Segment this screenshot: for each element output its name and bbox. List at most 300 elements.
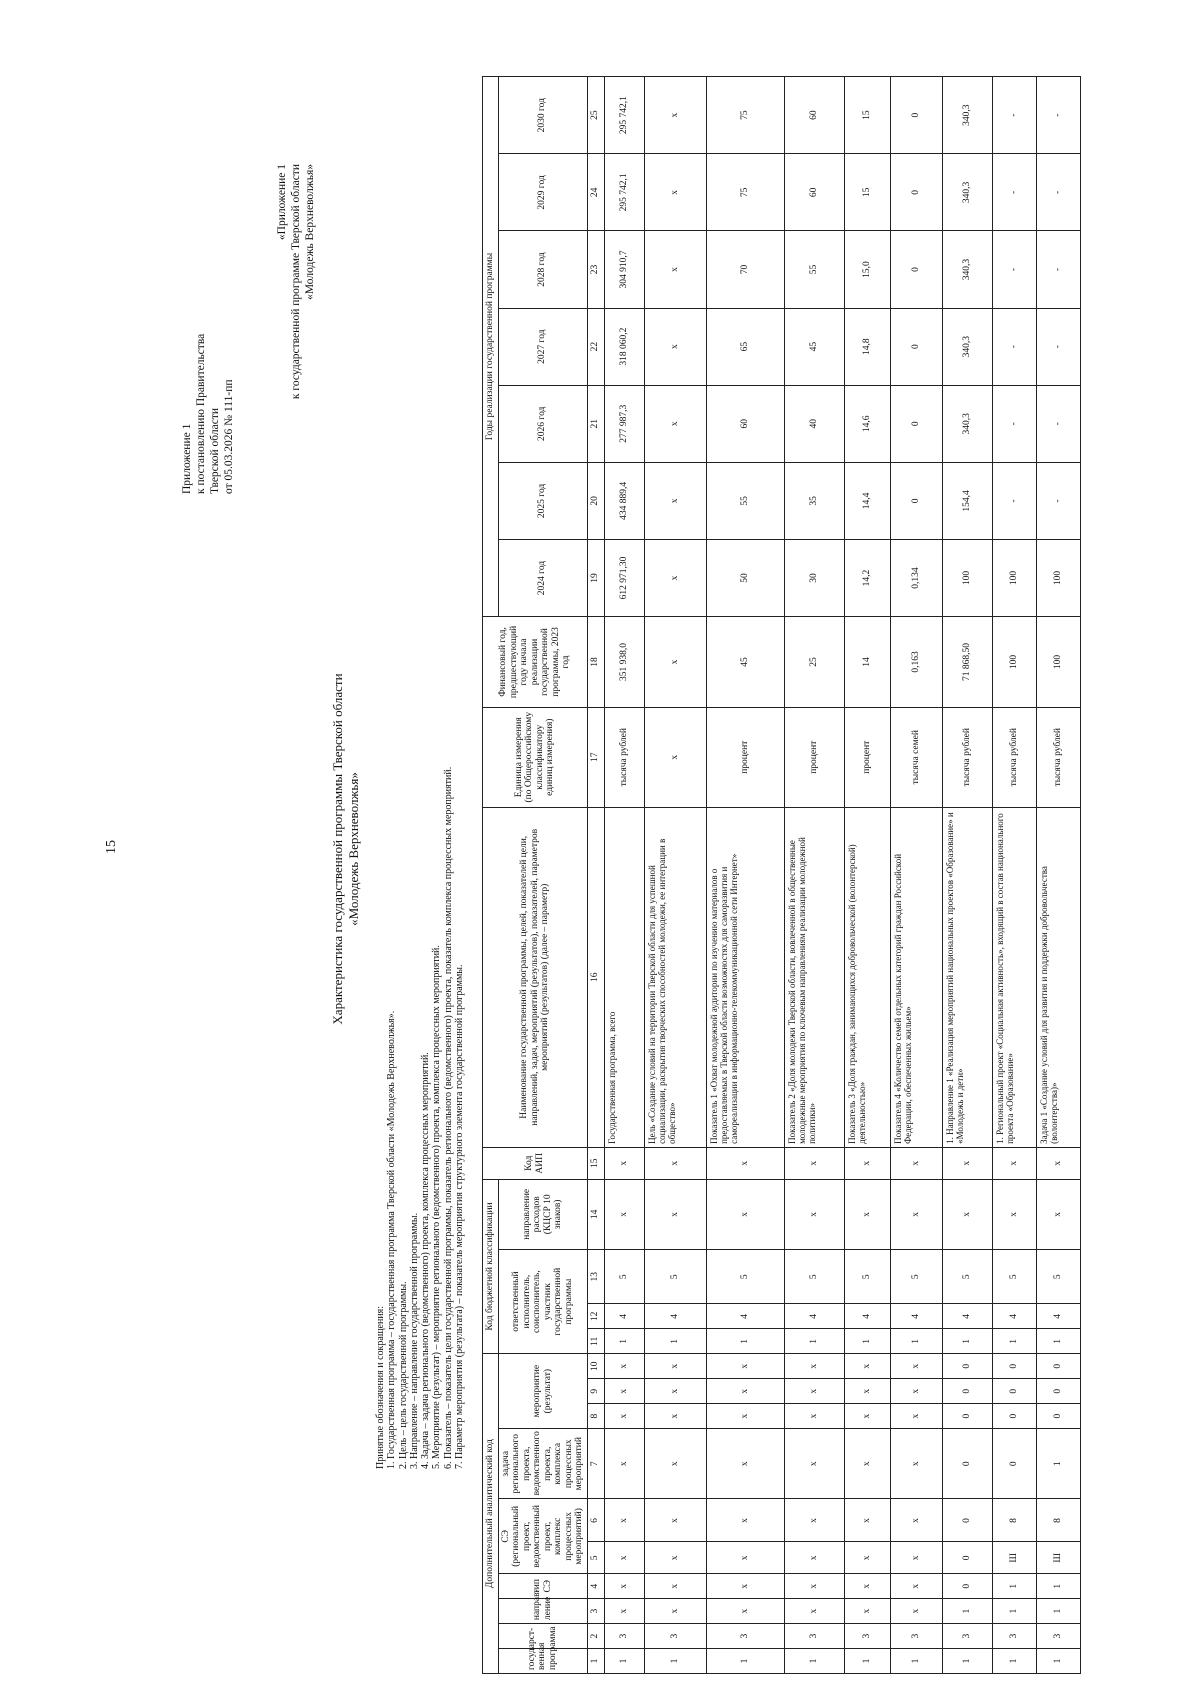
code-cell: 0 (1036, 1379, 1080, 1404)
column-number-cell: 14 (587, 1179, 604, 1249)
code-cell: х (890, 1542, 942, 1574)
code-cell: 0 (1036, 1404, 1080, 1429)
code-cell: 0 (992, 1379, 1036, 1404)
subheader-task: задача регионального проекта, ведомственного проекта, комплекса процессных мероприятий (498, 1429, 587, 1499)
year-value-cell: х (644, 77, 706, 154)
code-cell: 4 (942, 1304, 992, 1329)
column-number-cell: 6 (587, 1499, 604, 1542)
code-cell: х (890, 1429, 942, 1499)
code-cell: х (604, 1404, 644, 1429)
column-number-cell: 17 (587, 707, 604, 807)
year-value-cell: - (992, 385, 1036, 462)
code-cell: 1 (784, 1649, 844, 1674)
subheader-measure: мероприятие (результат) (498, 1354, 587, 1429)
column-number-cell: 23 (587, 231, 604, 308)
column-number-cell: 8 (587, 1404, 604, 1429)
subheader-executor: ответственный исполнитель, соисполнитель, участник государственной программы (498, 1249, 587, 1353)
column-number-row (587, 77, 604, 1674)
code-cell: х (644, 1542, 706, 1574)
code-cell: х (706, 1379, 784, 1404)
year-value-cell: 340,3 (942, 231, 992, 308)
year-value-cell: 340,3 (942, 308, 992, 385)
column-number-cell: 7 (587, 1429, 604, 1499)
subheader-se: СЭ (региональный проект, ведомственный проект, комплекс процессных мероприятий) (498, 1499, 587, 1574)
code-cell: х (706, 1404, 784, 1429)
table-row (644, 77, 706, 1674)
code-cell: х (706, 1354, 784, 1379)
code-cell: х (784, 1599, 844, 1624)
column-number-cell: 22 (587, 308, 604, 385)
appendix-header-program (275, 164, 317, 464)
year-value-cell: 50 (706, 539, 784, 616)
row-name-cell: Государственная программа, всего (604, 807, 644, 1147)
code-cell: 4 (644, 1304, 706, 1329)
table-row (604, 77, 644, 1674)
code-cell: 1 (1036, 1599, 1080, 1624)
table-header-row (483, 77, 499, 1674)
title-line: «Молодежь Верхневолжья» (346, 772, 361, 926)
code-cell: х (604, 1179, 644, 1249)
header-budget-code: Код бюджетной классификации (483, 1179, 499, 1354)
table-row (706, 77, 784, 1674)
legend-item: 6. Показатель – показатель цели государственной программы, показатель регионального (ведомственного) проекта, показатель комплекса процессных мероприятий. (442, 766, 454, 1469)
year-header: 2029 год (498, 154, 587, 231)
code-cell: х (604, 1574, 644, 1599)
year-value-cell: 154,4 (942, 462, 992, 539)
code-cell: 0 (942, 1429, 992, 1499)
code-cell: х (706, 1147, 784, 1179)
year-value-cell: - (992, 462, 1036, 539)
year-value-cell: 14,8 (844, 308, 890, 385)
row-name-cell: Показатель 4 «Количество семей отдельных категорий граждан Российской Федерации, обеспеченных жильем» (890, 807, 942, 1147)
year-value-cell: 65 (706, 308, 784, 385)
code-cell: х (784, 1429, 844, 1499)
year-value-cell: 0 (890, 462, 942, 539)
code-cell: х (604, 1599, 644, 1624)
year-header: 2024 год (498, 539, 587, 616)
fin-year-cell: 351 938,0 (604, 617, 644, 708)
code-cell: 1 (1036, 1329, 1080, 1354)
year-value-cell: 14,4 (844, 462, 890, 539)
subheader-program: государст-венная программа (498, 1649, 587, 1674)
code-cell: х (644, 1147, 706, 1179)
code-cell: 3 (992, 1624, 1036, 1649)
code-cell: х (644, 1379, 706, 1404)
appendix-line: «Приложение 1 (276, 164, 288, 241)
year-value-cell: 60 (706, 385, 784, 462)
code-cell: 0 (942, 1499, 992, 1542)
year-value-cell: - (992, 231, 1036, 308)
code-cell: 3 (604, 1624, 644, 1649)
code-cell: х (706, 1599, 784, 1624)
column-number-cell: 16 (587, 807, 604, 1147)
code-cell: х (644, 1499, 706, 1542)
code-cell: 1 (644, 1649, 706, 1674)
column-number-cell: 13 (587, 1249, 604, 1303)
year-value-cell: 0 (890, 308, 942, 385)
code-cell: 0 (992, 1429, 1036, 1499)
year-value-cell: 0 (890, 154, 942, 231)
code-cell: 1 (706, 1649, 784, 1674)
year-value-cell: 55 (706, 462, 784, 539)
code-cell: х (706, 1429, 784, 1499)
row-name-cell: 1. Региональный проект «Социальная активность», входящий в состав национального проекта «Образование» (992, 807, 1036, 1147)
fin-year-cell: 25 (784, 617, 844, 708)
legend-item: 1. Государственная программа – государственная программа Тверской области «Молодежь Верхневолжья». (386, 1010, 398, 1469)
year-value-cell: 70 (706, 231, 784, 308)
code-cell: 0 (942, 1379, 992, 1404)
code-cell: х (784, 1574, 844, 1599)
code-cell: 5 (644, 1249, 706, 1303)
fin-year-cell: 100 (992, 617, 1036, 708)
code-cell: 0 (992, 1404, 1036, 1429)
appendix-line: к постановлению Правительства (195, 333, 207, 494)
fin-year-cell: х (644, 617, 706, 708)
year-value-cell: 277 987,3 (604, 385, 644, 462)
code-cell: 1 (1036, 1574, 1080, 1599)
code-cell: х (992, 1179, 1036, 1249)
code-cell: х (890, 1404, 942, 1429)
code-cell: 1 (844, 1649, 890, 1674)
code-cell: х (942, 1147, 992, 1179)
year-value-cell: 35 (784, 462, 844, 539)
year-value-cell: 0 (890, 77, 942, 154)
code-cell: 4 (1036, 1304, 1080, 1329)
year-value-cell: - (992, 308, 1036, 385)
year-value-cell: 14,6 (844, 385, 890, 462)
appendix-line: к государственной программе Тверской области (290, 164, 302, 400)
code-cell: х (1036, 1147, 1080, 1179)
code-cell: х (706, 1574, 784, 1599)
code-cell: х (1036, 1179, 1080, 1249)
code-cell: 1 (784, 1329, 844, 1354)
code-cell: Ш (1036, 1542, 1080, 1574)
row-name-cell: Показатель 2 «Доля молодежи Тверской области, вовлеченной в общественные молодежные мероприятия по ключевым направлениям реализации молодежной политики» (784, 807, 844, 1147)
code-cell: х (604, 1542, 644, 1574)
code-cell: х (784, 1404, 844, 1429)
fin-year-cell: 45 (706, 617, 784, 708)
column-number-cell: 4 (587, 1574, 604, 1599)
code-cell: 1 (942, 1329, 992, 1354)
year-value-cell: 340,3 (942, 154, 992, 231)
code-cell: 3 (784, 1624, 844, 1649)
year-value-cell: - (1036, 77, 1080, 154)
code-cell: х (844, 1404, 890, 1429)
code-cell: х (992, 1147, 1036, 1179)
year-value-cell: - (1036, 385, 1080, 462)
year-value-cell: - (992, 77, 1036, 154)
year-value-cell: 295 742,1 (604, 154, 644, 231)
code-cell: х (784, 1379, 844, 1404)
code-cell: х (604, 1354, 644, 1379)
code-cell: 5 (942, 1249, 992, 1303)
unit-cell: тысяча рублей (1036, 707, 1080, 807)
year-value-cell: 304 910,7 (604, 231, 644, 308)
table-body (587, 77, 1080, 1674)
code-cell: х (784, 1179, 844, 1249)
year-value-cell: 60 (784, 154, 844, 231)
code-cell: 3 (706, 1624, 784, 1649)
code-cell: х (890, 1499, 942, 1542)
code-cell: 1 (1036, 1649, 1080, 1674)
year-value-cell: 340,3 (942, 385, 992, 462)
subheader-expense: направление расходов (КЦСР 10 знаков) (498, 1179, 587, 1249)
year-value-cell: 100 (1036, 539, 1080, 616)
subheader-direction: направ-ление (498, 1599, 587, 1624)
code-cell: 4 (706, 1304, 784, 1329)
unit-cell: процент (784, 707, 844, 807)
title-line: Характеристика государственной программы Тверской области (330, 673, 345, 1025)
year-header: 2025 год (498, 462, 587, 539)
code-cell: х (890, 1354, 942, 1379)
code-cell: 1 (942, 1649, 992, 1674)
code-cell: 5 (1036, 1249, 1080, 1303)
row-name-cell: Показатель 3 «Доля граждан, занимающихся добровольческой (волонтерской) деятельностью» (844, 807, 890, 1147)
legend-item: 2. Цель – цель государственной программы. (397, 1281, 409, 1469)
code-cell: х (644, 1599, 706, 1624)
code-cell: 4 (890, 1304, 942, 1329)
appendix-line: Тверской области (209, 408, 221, 494)
code-cell: х (644, 1354, 706, 1379)
code-cell: 3 (844, 1624, 890, 1649)
code-cell: 3 (1036, 1624, 1080, 1649)
code-cell: 1 (992, 1599, 1036, 1624)
legend-heading: Принятые обозначения и сокращения: (375, 1305, 386, 1469)
code-cell: х (784, 1542, 844, 1574)
code-cell: х (604, 1429, 644, 1499)
code-cell: х (890, 1599, 942, 1624)
code-cell: 0 (942, 1404, 992, 1429)
legend-item: 3. Направление – направление государственной программы. (408, 1212, 420, 1469)
year-value-cell: - (1036, 231, 1080, 308)
code-cell: 8 (1036, 1499, 1080, 1542)
column-number-cell: 1 (587, 1649, 604, 1674)
header-aip-code: Код АИП (483, 1147, 588, 1179)
column-number-cell: 11 (587, 1329, 604, 1354)
code-cell: х (890, 1147, 942, 1179)
code-cell: 5 (992, 1249, 1036, 1303)
code-cell: 0 (942, 1542, 992, 1574)
year-value-cell: 318 060,2 (604, 308, 644, 385)
year-header: 2026 год (498, 385, 587, 462)
year-value-cell: 60 (784, 77, 844, 154)
code-cell: х (604, 1147, 644, 1179)
header-years: Годы реализации государственной программы (483, 77, 499, 617)
code-cell: х (784, 1147, 844, 1179)
fin-year-cell: 0,163 (890, 617, 942, 708)
code-cell: х (844, 1499, 890, 1542)
year-value-cell: 75 (706, 77, 784, 154)
code-cell: х (890, 1379, 942, 1404)
year-value-cell: 295 742,1 (604, 77, 644, 154)
year-value-cell: х (644, 154, 706, 231)
legend-item: 4. Задача – задача регионального (ведомственного) проекта, комплекса процессных мероприятий. (420, 1052, 432, 1469)
year-value-cell: 0,134 (890, 539, 942, 616)
legend-item: 5. Мероприятие (результат) – мероприятие регионального (ведомственного) проекта, комплекса процессных мероприятий. (431, 945, 443, 1469)
code-cell: 5 (706, 1249, 784, 1303)
year-value-cell: 30 (784, 539, 844, 616)
table-row (890, 77, 942, 1674)
abbreviations-legend (375, 569, 465, 1469)
year-value-cell: 45 (784, 308, 844, 385)
code-cell: х (844, 1147, 890, 1179)
header-name: Наименование государственной программы, целей, показателей цели, направлений, задач, мероприятий (результатов), показателей, параметров мероприятий (результатов) (далее – параметр) (483, 807, 588, 1147)
row-name-cell: Цель «Создание условий на территории Тверской области для успешной социализации, раскрытия творческих способностей молодежи, ее интеграции в общество» (644, 807, 706, 1147)
year-header: 2030 год (498, 77, 587, 154)
code-cell: 0 (942, 1574, 992, 1599)
code-cell: х (942, 1179, 992, 1249)
code-cell: х (706, 1542, 784, 1574)
table-row (992, 77, 1036, 1674)
code-cell: х (784, 1499, 844, 1542)
code-cell: 5 (784, 1249, 844, 1303)
year-value-cell: - (1036, 308, 1080, 385)
unit-cell: процент (706, 707, 784, 807)
code-cell: х (890, 1179, 942, 1249)
code-cell: х (844, 1379, 890, 1404)
column-number-cell: 21 (587, 385, 604, 462)
appendix-header (180, 194, 236, 494)
year-value-cell: 340,3 (942, 77, 992, 154)
code-cell: х (890, 1574, 942, 1599)
appendix-line: Приложение 1 (181, 423, 193, 494)
code-cell: 1 (890, 1329, 942, 1354)
header-additional-code: Дополнительный аналитический код (483, 1354, 499, 1674)
code-cell: 1 (604, 1329, 644, 1354)
code-cell: 4 (604, 1304, 644, 1329)
code-cell: 5 (890, 1249, 942, 1303)
code-cell: х (844, 1354, 890, 1379)
column-number-cell: 20 (587, 462, 604, 539)
appendix-line: «Молодежь Верхневолжья» (304, 164, 316, 300)
code-cell: 1 (942, 1599, 992, 1624)
column-number-cell: 10 (587, 1354, 604, 1379)
year-value-cell: 40 (784, 385, 844, 462)
code-cell: х (844, 1574, 890, 1599)
header-fin-year: Финансовый год, предшествующий году начала реализации государственной программы, 2023 год (483, 617, 588, 708)
code-cell: х (644, 1429, 706, 1499)
document-title (330, 264, 362, 1434)
unit-cell: тысяча рублей (992, 707, 1036, 807)
year-value-cell: х (644, 539, 706, 616)
column-number-cell: 2 (587, 1624, 604, 1649)
fin-year-cell: 100 (1036, 617, 1080, 708)
year-value-cell: х (644, 385, 706, 462)
year-value-cell: 55 (784, 231, 844, 308)
code-cell: 1 (992, 1329, 1036, 1354)
year-value-cell: 15,0 (844, 231, 890, 308)
code-cell: х (644, 1404, 706, 1429)
year-value-cell: - (1036, 462, 1080, 539)
code-cell: 0 (942, 1354, 992, 1379)
year-value-cell: 612 971,30 (604, 539, 644, 616)
code-cell: х (844, 1429, 890, 1499)
code-cell: х (784, 1354, 844, 1379)
row-name-cell: Показатель 1 «Охват молодежной аудитории по изучению материалов о предоставляемых в Тверской области возможностях для саморазвития и самореализации в информационно-телекоммуникационной сети Интернет» (706, 807, 784, 1147)
year-value-cell: 75 (706, 154, 784, 231)
code-cell: 3 (942, 1624, 992, 1649)
code-cell: 1 (992, 1574, 1036, 1599)
year-value-cell: х (644, 308, 706, 385)
code-cell: 0 (992, 1354, 1036, 1379)
code-cell: х (844, 1179, 890, 1249)
column-number-cell: 24 (587, 154, 604, 231)
year-header: 2028 год (498, 231, 587, 308)
code-cell: х (844, 1599, 890, 1624)
code-cell: х (844, 1542, 890, 1574)
code-cell: 0 (1036, 1354, 1080, 1379)
year-header: 2027 год (498, 308, 587, 385)
column-number-cell: 25 (587, 77, 604, 154)
year-value-cell: 100 (942, 539, 992, 616)
code-cell: 1 (706, 1329, 784, 1354)
year-value-cell: х (644, 231, 706, 308)
row-name-cell: 1. Направление 1 «Реализация мероприятий национальных проектов «Образование» и «Молодежь и дети» (942, 807, 992, 1147)
year-value-cell: 15 (844, 77, 890, 154)
column-number-cell: 18 (587, 617, 604, 708)
code-cell: х (604, 1379, 644, 1404)
unit-cell: тысяча рублей (942, 707, 992, 807)
table-row (1036, 77, 1080, 1674)
code-cell: 1 (1036, 1429, 1080, 1499)
code-cell: х (604, 1499, 644, 1542)
unit-cell: процент (844, 707, 890, 807)
table-row (784, 77, 844, 1674)
fin-year-cell: 71 868,50 (942, 617, 992, 708)
subheader-type-se: тип СЭ (498, 1574, 587, 1599)
appendix-line: от 05.03.2026 № 111-пп (223, 379, 235, 494)
year-value-cell: 14,2 (844, 539, 890, 616)
unit-cell: х (644, 707, 706, 807)
year-value-cell: 0 (890, 385, 942, 462)
unit-cell: тысяча рублей (604, 707, 644, 807)
table-row (844, 77, 890, 1674)
column-number-cell: 19 (587, 539, 604, 616)
code-cell: 4 (784, 1304, 844, 1329)
code-cell: х (644, 1574, 706, 1599)
fin-year-cell: 14 (844, 617, 890, 708)
year-value-cell: - (1036, 154, 1080, 231)
program-characteristics-table (482, 76, 1081, 1674)
code-cell: 1 (992, 1649, 1036, 1674)
year-value-cell: 434 889,4 (604, 462, 644, 539)
code-cell: 1 (890, 1649, 942, 1674)
year-value-cell: 100 (992, 539, 1036, 616)
table-row (942, 77, 992, 1674)
code-cell: 1 (844, 1329, 890, 1354)
code-cell: 3 (644, 1624, 706, 1649)
column-number-cell: 9 (587, 1379, 604, 1404)
column-number-cell: 15 (587, 1147, 604, 1179)
code-cell: 1 (644, 1329, 706, 1354)
unit-cell: тысяча семей (890, 707, 942, 807)
row-name-cell: Задача 1 «Создание условий для развития и поддержки добровольчества (волонтерства)» (1036, 807, 1080, 1147)
code-cell: 8 (992, 1499, 1036, 1542)
year-value-cell: 0 (890, 231, 942, 308)
code-cell: Ш (992, 1542, 1036, 1574)
column-number-cell: 12 (587, 1304, 604, 1329)
column-number-cell: 3 (587, 1599, 604, 1624)
legend-item: 7. Параметр мероприятия (результата) – показатель мероприятия структурного элемента государственной программы. (454, 964, 466, 1469)
year-value-cell: - (992, 154, 1036, 231)
code-cell: х (706, 1179, 784, 1249)
page-number: 15 (104, 840, 119, 854)
code-cell: 3 (890, 1624, 942, 1649)
code-cell: х (706, 1499, 784, 1542)
code-cell: 1 (604, 1649, 644, 1674)
column-number-cell: 5 (587, 1542, 604, 1574)
year-value-cell: 15 (844, 154, 890, 231)
